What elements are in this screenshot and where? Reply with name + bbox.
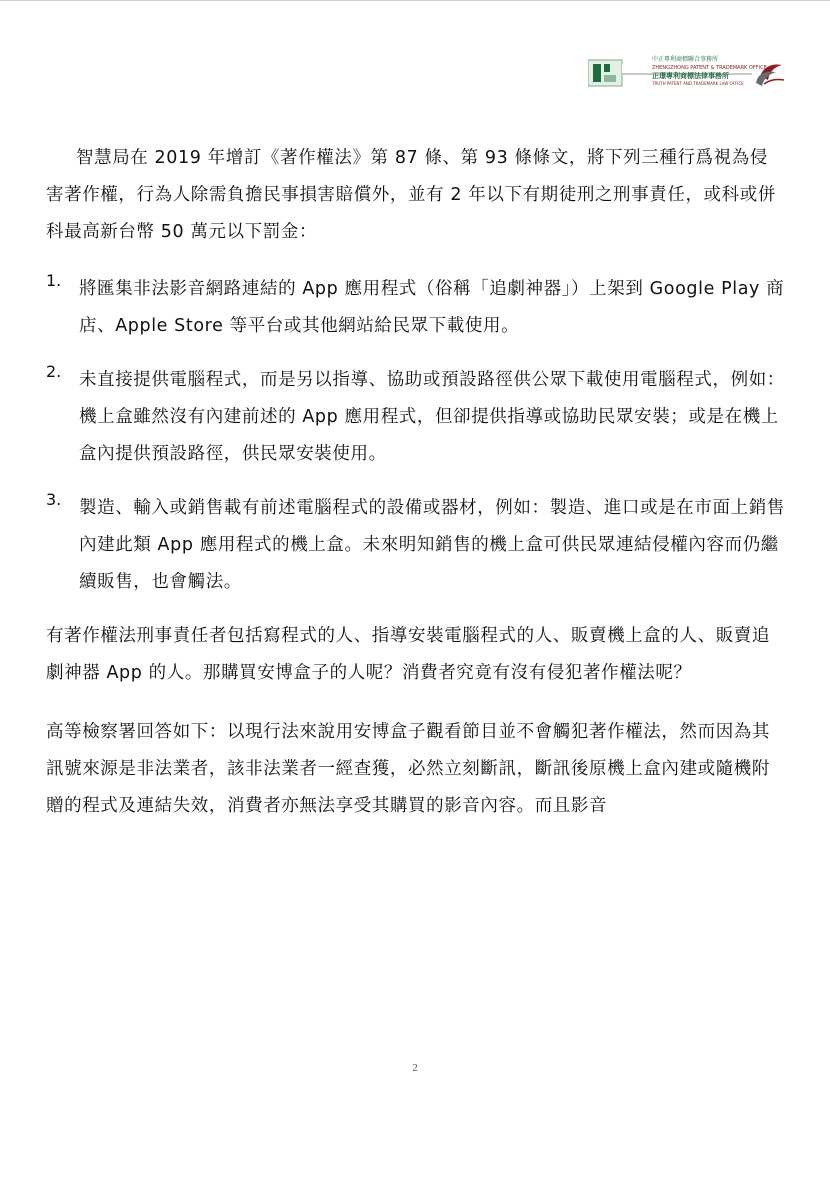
intro-paragraph: 智慧局在 2019 年增訂《著作權法》第 87 條、第 93 條條文，將下列三種行爲視為侵害著作權，行為人除需負擔民事損害賠償外，並有 2 年以下有期徒刑之刑事責任，或科或併科最高新台幣 50 萬元以下罰金： (46, 148, 776, 242)
list-item (46, 362, 786, 473)
list-number: 2. (46, 362, 62, 381)
list-item-text: 將匯集非法影音網路連結的 App 應用程式（俗稱「追劇神器」）上架到 Google Play 商店、Apple Store 等平台或其他網站給民眾下載使用。 (79, 279, 785, 336)
logo-line1: 中正專利商標聯合事務所 (652, 56, 719, 63)
document-body (46, 140, 786, 847)
list-item (46, 490, 786, 601)
list-item-text: 製造、輸入或銷售載有前述電腦程式的設備或器材，例如：製造、進口或是在市面上銷售內建此類 App 應用程式的機上盒。未來明知銷售的機上盒可供民眾連結侵權內容而仍繼續販售，也會觸法。 (79, 498, 785, 592)
page-number: 2 (412, 1062, 418, 1074)
logo-line3: 正璟專利商標法律事務所 (652, 72, 729, 80)
logo-line4: TRUTH PATENT AND TRADEMARK LAW OFFICE (652, 81, 744, 86)
body-paragraph-1: 有著作權法刑事責任者包括寫程式的人、指導安裝電腦程式的人、販賣機上盒的人、販賣追劇神器 App 的人。那購買安博盒子的人呢？消費者究竟有沒有侵犯著作權法呢？ (46, 626, 770, 683)
list-item (46, 271, 786, 345)
top-border-line (0, 0, 830, 1)
body-paragraph-2: 高等檢察署回答如下：以現行法來說用安博盒子觀看節目並不會觸犯著作權法，然而因為其訊號來源是非法業者，該非法業者一經查獲，必然立刻斷訊，斷訊後原機上盒內建或隨機附贈的程式及連結失效，消費者亦無法享受其購買的影音內容。而且影音 (46, 722, 770, 816)
list-number: 3. (46, 490, 62, 509)
list-number: 1. (46, 271, 62, 290)
logo-line2: ZHENGZHONG PATENT & TRADEMARK OFFICE (652, 65, 767, 71)
law-office-logo (588, 56, 784, 90)
list-item-text: 未直接提供電腦程式，而是另以指導、協助或預設路徑供公眾下載使用電腦程式，例如：機上盒雖然沒有內建前述的 App 應用程式，但卻提供指導或協助民眾安裝；或是在機上盒內提供預設路徑，供民眾安裝使用。 (79, 370, 785, 464)
